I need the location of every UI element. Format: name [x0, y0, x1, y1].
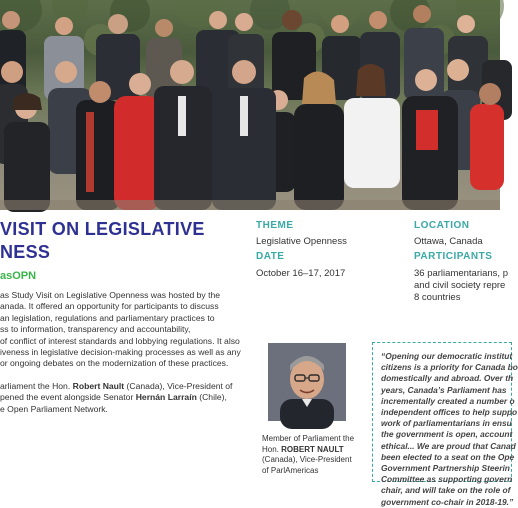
- hashtag: asOPN: [0, 270, 37, 282]
- quote-line: been elected to a seat on the Ope: [381, 451, 515, 462]
- body-line: arliament the Hon.: [0, 380, 73, 391]
- caption-name: ROBERT NAULT: [281, 444, 344, 454]
- quote-line: independent offices to help suppo: [381, 407, 518, 418]
- body-line: of conflict of interest standards and lobbying regulations. It also: [0, 335, 240, 346]
- headline-line-2: NESS: [0, 242, 51, 262]
- quote-line: chair, and will take on the role of: [381, 485, 511, 496]
- participants-label: PARTICIPANTS: [414, 251, 493, 262]
- caption-line: Member of Parliament the: [262, 434, 355, 443]
- body-line: anada. It offered an opportunity for participants to discuss: [0, 301, 219, 312]
- person-name: Hernán Larraín: [135, 392, 197, 403]
- quote-line: years, Canada’s Parliament has: [381, 384, 507, 395]
- caption-text: Hon.: [262, 444, 282, 454]
- body-line: (Canada), Vice-President of: [124, 380, 233, 391]
- quote-line: Government Partnership Steerin: [381, 463, 510, 474]
- quote-text: [381, 351, 518, 508]
- quote-line: government co-chair in 2018-19.”: [381, 496, 514, 507]
- quote-line: domestically and abroad. Over th: [381, 373, 514, 384]
- body-paragraph-2: [0, 381, 248, 415]
- date-value: October 16–17, 2017: [256, 268, 346, 279]
- participants-line-3: 8 countries: [414, 292, 461, 303]
- portrait-photo: [268, 343, 346, 421]
- body-line: iveness in legislative decision-making processes as well as any: [0, 347, 241, 358]
- body-line: an legislation, regulations and parliamentary practices to: [0, 312, 215, 323]
- quote-line: ethical... We are proud that Canad: [381, 440, 516, 451]
- portrait-caption: [262, 434, 366, 476]
- body-line: (Chile),: [196, 392, 227, 403]
- quote-box: [372, 342, 518, 507]
- body-line: pened the event alongside Senator: [0, 392, 136, 403]
- quote-line: “Opening our democratic institut: [381, 351, 513, 361]
- person-name: Robert Nault: [72, 380, 125, 391]
- quote-line: citizens is a priority for Canada bo: [381, 362, 518, 373]
- portrait-illustration: [268, 343, 346, 421]
- group-photo: [0, 0, 500, 210]
- quote-line: Committee as supporting govern: [381, 474, 513, 485]
- date-label: DATE: [256, 251, 285, 262]
- quote-line: incrementally created a number o: [381, 395, 515, 406]
- body-line: e Open Parliament Network.: [0, 403, 108, 414]
- caption-line: [262, 445, 366, 456]
- caption-line: (Canada), Vice-President: [262, 455, 352, 464]
- headline: [0, 218, 240, 264]
- location-value: Ottawa, Canada: [414, 236, 483, 247]
- group-photo-illustration: [0, 0, 500, 210]
- body-text: [0, 290, 248, 426]
- body-line: as Study Visit on Legislative Openness was hosted by the: [0, 290, 221, 300]
- quote-line: work of parliamentarians in ensu: [381, 418, 512, 429]
- headline-line-1: VISIT ON LEGISLATIVE: [0, 219, 205, 239]
- participants-line-1: 36 parliamentarians, p: [414, 268, 508, 279]
- quote-line: the government is open, account: [381, 429, 513, 440]
- participants-line-2: and civil society repre: [414, 280, 506, 291]
- body-line: ss to information, transparency and accountability,: [0, 324, 191, 335]
- theme-value: Legislative Openness: [256, 236, 347, 247]
- caption-line: of ParlAmericas: [262, 465, 319, 475]
- body-paragraph-1: [0, 290, 248, 370]
- location-label: LOCATION: [414, 220, 470, 231]
- theme-label: THEME: [256, 220, 294, 231]
- body-line: or ongoing debates on the modernization of these practices.: [0, 358, 229, 369]
